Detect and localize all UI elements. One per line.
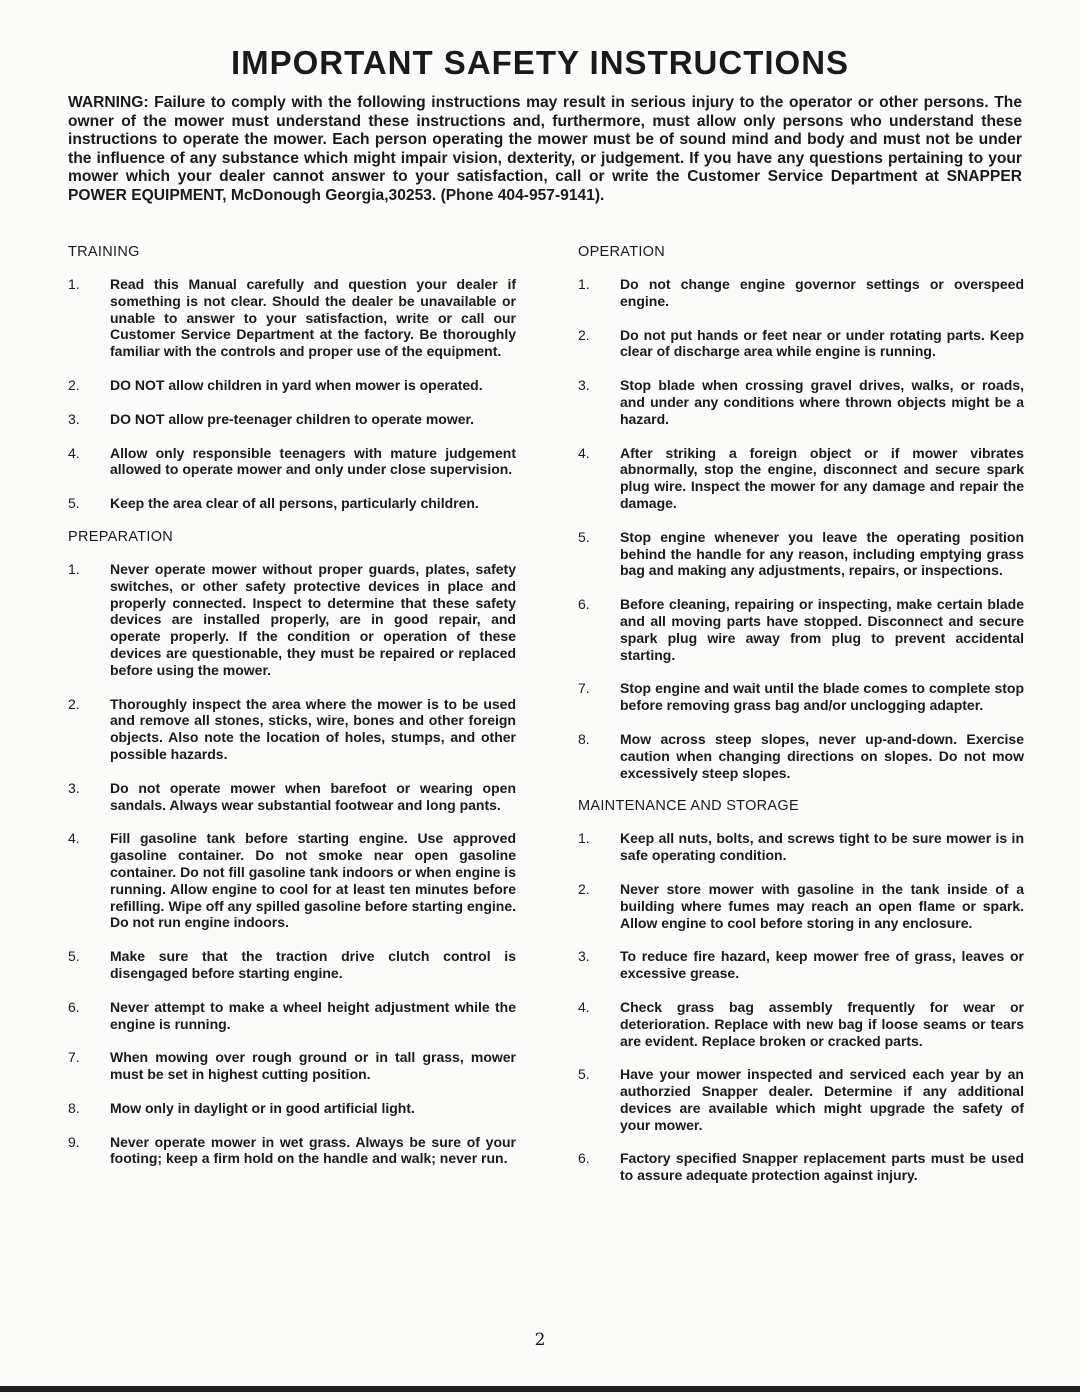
preparation-section — [68, 529, 516, 1167]
item-text: Check grass bag assembly frequently for wear or deterioration. Replace with new bag if loose seams or tears are evident. Replace broken or cracked parts. — [620, 998, 1024, 1049]
list-item — [578, 529, 1024, 579]
item-number: 8. — [68, 1099, 80, 1116]
list-item — [68, 276, 516, 360]
item-number: 2. — [578, 880, 590, 897]
item-text: Do not put hands or feet near or under rotating parts. Keep clear of discharge area while engine is running. — [620, 326, 1024, 360]
maintenance-list — [578, 830, 1024, 1184]
item-text: Do not change engine governor settings or overspeed engine. — [620, 276, 1024, 309]
item-text: DO NOT allow children in yard when mower is operated. — [110, 376, 483, 393]
operation-list — [578, 276, 1024, 781]
list-item — [578, 680, 1024, 714]
item-text: Allow only responsible teenagers with mature judgement allowed to operate mower and only under close supervision. — [110, 444, 516, 478]
item-text: Mow only in daylight or in good artificial light. — [110, 1099, 415, 1116]
item-number: 7. — [578, 680, 590, 697]
item-number: 2. — [68, 376, 80, 393]
item-number: 3. — [68, 410, 80, 427]
item-number: 6. — [578, 1150, 590, 1167]
item-text: After striking a foreign object or if mower vibrates abnormally, stop the engine, disconnect and secure spark plug wire. Inspect the mower for any damage and repair the damage. — [620, 444, 1024, 511]
item-text: Keep all nuts, bolts, and screws tight to be sure mower is in safe operating condition. — [620, 830, 1024, 864]
list-item — [68, 1049, 516, 1083]
item-text: Make sure that the traction drive clutch control is disengaged before starting engine. — [110, 948, 516, 981]
item-number: 8. — [578, 730, 590, 747]
left-column — [68, 244, 516, 1184]
item-number: 1. — [578, 276, 590, 292]
list-item — [68, 830, 516, 931]
item-number: 5. — [578, 528, 590, 545]
item-text: Thoroughly inspect the area where the mower is to be used and remove all stones, sticks, wire, bones and other foreign objects. Also note the location of holes, stumps, and other possible hazards. — [110, 695, 516, 762]
item-number: 4. — [578, 998, 590, 1015]
section-heading: MAINTENANCE AND STORAGE — [578, 798, 799, 815]
section-heading: PREPARATION — [68, 528, 174, 545]
list-item — [578, 881, 1024, 931]
warning-paragraph: WARNING: Failure to comply with the following instructions may result in serious injury to the operator or other persons. The owner of the mower must understand these instructions and, furthermore, must allow only persons who understand these instructions to operate the mower. Each person operating the mower must be of sound mind and body and must not be under the influence of any substance which might impair vision, dexterity, or judgement. If you have any questions pertaining to your mower which your dealer cannot answer to your satisfaction, call or write the Customer Service Department at SNAPPER POWER EQUIPMENT, McDonough Georgia,30253. (Phone 404-957-9141). — [68, 94, 1022, 204]
page-number: 2 — [534, 1330, 546, 1350]
list-item — [68, 1100, 516, 1117]
list-item — [578, 999, 1024, 1049]
item-number: 5. — [68, 948, 80, 965]
list-item — [578, 830, 1024, 864]
operation-section — [578, 244, 1024, 781]
list-item — [578, 948, 1024, 982]
item-number: 2. — [578, 326, 590, 343]
item-text: Never operate mower in wet grass. Always be sure of your footing; keep a firm hold on the handle and walk; never run. — [110, 1133, 516, 1167]
list-item — [68, 999, 516, 1033]
item-number: 6. — [578, 596, 590, 613]
item-text: Do not operate mower when barefoot or wearing open sandals. Always wear substantial footwear and long pants. — [110, 779, 516, 813]
list-item — [578, 276, 1024, 310]
item-number: 7. — [68, 1049, 80, 1066]
item-number: 1. — [68, 276, 80, 292]
list-item — [578, 596, 1024, 663]
item-number: 3. — [68, 779, 80, 796]
maintenance-section — [578, 798, 1024, 1184]
list-item — [68, 1134, 516, 1168]
page-title: IMPORTANT SAFETY INSTRUCTIONS — [230, 44, 850, 81]
item-number: 6. — [68, 998, 80, 1015]
section-heading: OPERATION — [578, 244, 666, 260]
item-text: Stop blade when crossing gravel drives, walks, or roads, and under any conditions where thrown objects might be a hazard. — [620, 377, 1024, 427]
item-number: 2. — [68, 695, 80, 712]
item-text: Never attempt to make a wheel height adjustment while the engine is running. — [110, 998, 516, 1032]
list-item — [578, 731, 1024, 781]
item-text: DO NOT allow pre-teenager children to operate mower. — [110, 410, 475, 427]
list-item — [68, 377, 516, 394]
item-text: Never operate mower without proper guards, plates, safety switches, or other safety protective devices in place and properly connected. Inspect to determine that these safety devices are installed properly, are in good repair, and operate properly. If the condition or operation of these devices are questionable, they must be repaired or replaced before using the mower. — [110, 560, 516, 678]
list-item — [578, 377, 1024, 427]
preparation-list — [68, 561, 516, 1167]
item-number: 4. — [578, 444, 590, 461]
training-list — [68, 276, 516, 512]
right-column — [578, 244, 1024, 1201]
list-item — [578, 445, 1024, 512]
item-number: 4. — [68, 830, 80, 847]
item-number: 9. — [68, 1133, 80, 1150]
list-item — [68, 561, 516, 679]
section-heading: TRAINING — [68, 244, 140, 260]
item-text: When mowing over rough ground or in tall grass, mower must be set in highest cutting position. — [110, 1049, 516, 1083]
item-number: 1. — [68, 560, 80, 577]
list-item — [578, 1150, 1024, 1184]
list-item — [68, 411, 516, 428]
item-text: Stop engine and wait until the blade comes to complete stop before removing grass bag and/or unclogging adapter. — [620, 680, 1024, 714]
item-text: Keep the area clear of all persons, particularly children. — [110, 495, 479, 512]
item-number: 5. — [68, 495, 80, 512]
item-text: Mow across steep slopes, never up-and-down. Exercise caution when changing directions on slopes. Do not mow excessively steep slopes. — [620, 730, 1024, 781]
item-text: Stop engine whenever you leave the operating position behind the handle for any reason, including emptying grass bag and making any adjustments, repairs, or inspections. — [620, 528, 1024, 579]
list-item — [68, 780, 516, 814]
item-text: Before cleaning, repairing or inspecting, make certain blade and all moving parts have stopped. Disconnect and secure spark plug wire away from plug to prevent accidental starting. — [620, 596, 1024, 663]
item-number: 1. — [578, 830, 590, 847]
training-section — [68, 244, 516, 512]
item-text: To reduce fire hazard, keep mower free of grass, leaves or excessive grease. — [620, 948, 1024, 982]
list-item — [68, 948, 516, 982]
item-number: 4. — [68, 444, 80, 461]
item-text: Never store mower with gasoline in the tank inside of a building where fumes may reach an open flame or spark. Allow engine to cool before storing in any enclosure. — [620, 880, 1024, 931]
list-item — [68, 696, 516, 763]
list-item — [578, 1066, 1024, 1133]
item-text: Read this Manual carefully and question your dealer if something is not clear. Should the dealer be unavailable or unable to answer to your satisfaction, write or call our Customer Service Department at the factory. Be thoroughly familiar with the controls and proper use of the equipment. — [110, 276, 516, 360]
item-number: 3. — [578, 948, 590, 965]
list-item — [578, 327, 1024, 361]
item-number: 3. — [578, 377, 590, 394]
item-number: 5. — [578, 1066, 590, 1083]
list-item — [68, 445, 516, 479]
item-text: Fill gasoline tank before starting engine. Use approved gasoline container. Do not smoke near open gasoline container. Do not fill gasoline tank indoors or when engine is running. Allow engine to cool for at least ten minutes before refilling. Wipe off any spilled gasoline before starting engine. Do not run engine indoors. — [110, 830, 516, 931]
bottom-rule — [0, 1386, 1080, 1392]
item-text: Have your mower inspected and serviced each year by an authorzied Snapper dealer. Determine if any additional devices are available which might upgrade the safety of your mower. — [620, 1066, 1024, 1133]
list-item — [68, 495, 516, 512]
item-text: Factory specified Snapper replacement parts must be used to assure adequate protection against injury. — [620, 1150, 1024, 1184]
